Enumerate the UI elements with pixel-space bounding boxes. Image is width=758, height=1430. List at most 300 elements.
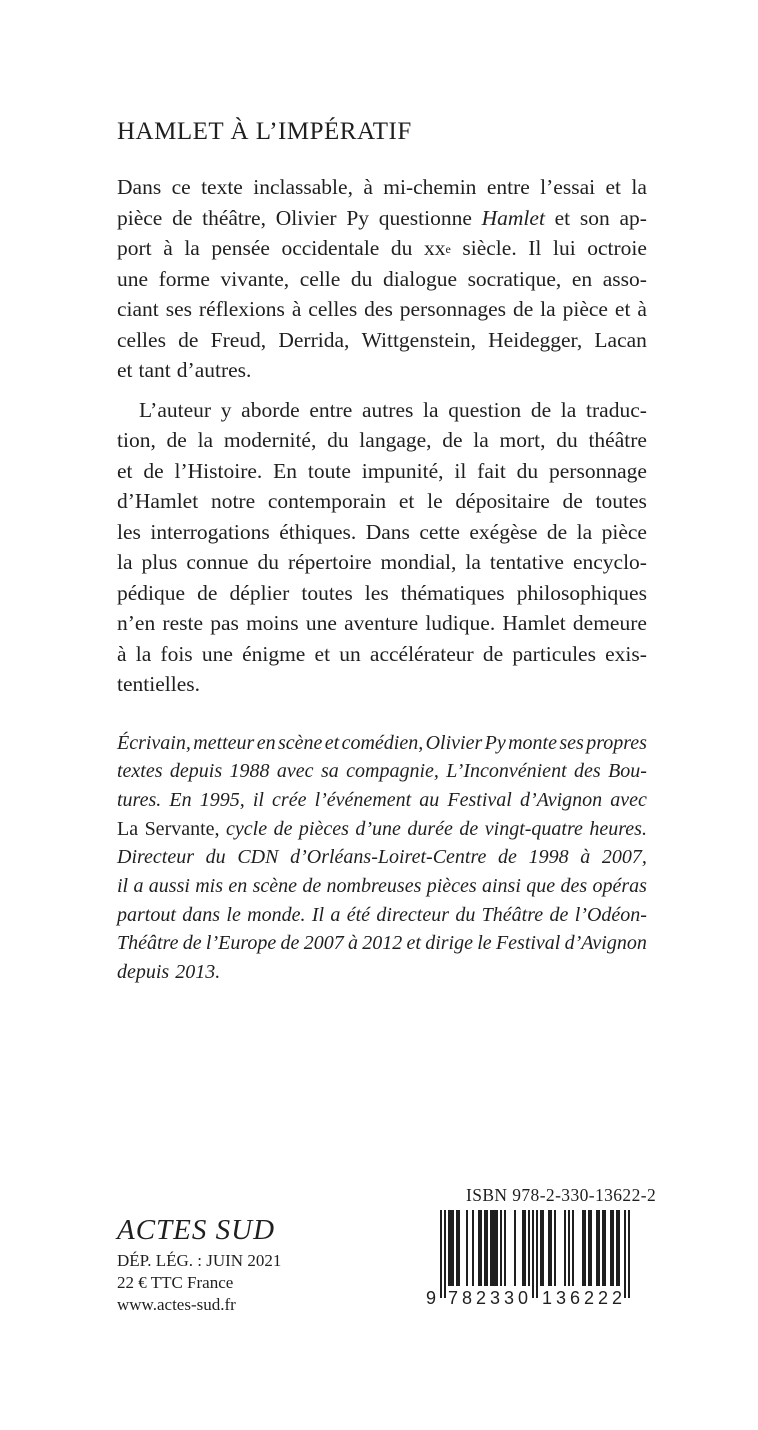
word: entre <box>486 175 530 199</box>
word: et <box>117 458 133 483</box>
word: compagnie, <box>346 760 439 783</box>
text-line <box>117 325 647 356</box>
word: de <box>482 641 504 666</box>
barcode-digit: 2 <box>583 1288 595 1306</box>
word: mis <box>195 874 224 897</box>
word: cette <box>419 519 460 544</box>
word: d’Avignon <box>564 932 647 955</box>
word: 2007, <box>601 846 647 869</box>
word: heures. <box>589 817 647 840</box>
isbn-label: ISBN 978-2-330-13622-2 <box>466 1185 657 1205</box>
word: personnage <box>549 458 647 483</box>
word: ap- <box>619 205 647 230</box>
word: interrogations <box>150 519 270 544</box>
word: y <box>220 397 232 422</box>
word: Py <box>346 205 370 230</box>
text-line <box>117 425 647 456</box>
word: du <box>350 266 373 291</box>
word: vingt-quatre <box>484 817 583 840</box>
word: de <box>442 428 463 452</box>
word: mort, <box>499 428 546 452</box>
word: lui <box>552 236 576 260</box>
word: particules <box>512 641 596 666</box>
word: il <box>117 874 129 897</box>
barcode-bar <box>532 1210 534 1298</box>
word: avec <box>610 788 647 811</box>
word: déplier <box>229 580 290 605</box>
word: du <box>257 550 279 574</box>
word: en <box>256 731 276 754</box>
word: son <box>579 205 610 230</box>
word: que <box>526 874 556 897</box>
word: toutes <box>595 489 647 513</box>
word: tentative <box>489 550 564 574</box>
word: ses <box>165 297 192 321</box>
barcode-digit: 2 <box>475 1288 487 1306</box>
word: une <box>305 611 337 635</box>
barcode-bar <box>548 1210 550 1286</box>
text-line <box>117 729 647 758</box>
barcode-digit: 6 <box>569 1288 581 1306</box>
word: en <box>228 874 248 897</box>
word: l’événement <box>314 788 412 811</box>
word: Freud, <box>210 327 267 352</box>
word: la <box>423 397 439 422</box>
word: Il <box>311 903 325 926</box>
word: et <box>398 489 415 513</box>
word: d’une <box>355 817 401 840</box>
word: monde. <box>247 903 306 926</box>
word: Lacan <box>594 327 647 352</box>
word: L’Inconvénient <box>446 760 567 783</box>
word: énigme <box>242 641 306 666</box>
barcode-digit: 0 <box>517 1288 529 1306</box>
word: ses <box>559 731 584 754</box>
word: répertoire <box>287 550 372 574</box>
barcode-bar <box>448 1210 450 1286</box>
word: d’Avignon <box>519 788 603 811</box>
barcode-bar <box>500 1210 502 1286</box>
word: crée <box>272 788 307 811</box>
barcode-bar <box>612 1210 614 1286</box>
word: la <box>473 428 489 452</box>
barcode-digit: 9 <box>425 1288 437 1306</box>
word: moins <box>246 611 299 635</box>
word: occidentale <box>281 236 380 260</box>
word: à <box>363 175 373 199</box>
word: depuis <box>169 760 223 783</box>
text-line <box>117 815 647 844</box>
word: thématiques <box>400 580 505 605</box>
word: demeure <box>572 611 647 635</box>
word: la <box>560 397 577 422</box>
website: www.actes-sud.fr <box>117 1295 236 1314</box>
word: toutes <box>301 580 353 605</box>
word: langage, <box>359 428 432 452</box>
superscript: e <box>445 242 451 256</box>
word: le <box>427 489 443 513</box>
word: monte <box>508 731 557 754</box>
word: Directeur <box>117 846 195 869</box>
word: partout <box>117 903 176 926</box>
word: ludique. <box>425 611 496 635</box>
word: de <box>182 932 202 955</box>
word: et <box>605 175 622 199</box>
word: inclassable, <box>253 175 353 199</box>
word: traduc- <box>586 397 647 422</box>
word: réflexions <box>198 297 285 321</box>
word: a <box>330 903 341 926</box>
barcode-digit: 1 <box>541 1288 553 1306</box>
barcode-bar <box>628 1210 630 1298</box>
barcode-bar <box>494 1210 496 1286</box>
text-line <box>117 294 647 325</box>
barcode-bar <box>478 1210 480 1286</box>
word: Heidegger, <box>488 327 583 352</box>
word: 2012 <box>362 932 403 955</box>
word: contemporain <box>267 489 387 513</box>
word: des <box>560 874 588 897</box>
word: pédique <box>117 580 186 605</box>
word: l’Histoire. <box>174 458 263 483</box>
publisher-logo: ACTES SUD <box>117 1214 276 1246</box>
word: tures. <box>117 788 162 811</box>
word: scène <box>277 731 323 754</box>
barcode-bar <box>582 1210 584 1286</box>
word: et <box>614 297 631 321</box>
word: reste <box>162 611 203 635</box>
barcode-bar <box>528 1210 530 1286</box>
word: à <box>637 297 647 321</box>
barcode-bar <box>536 1210 538 1298</box>
word: socratique, <box>467 266 562 291</box>
word: le <box>226 903 241 926</box>
word: fois <box>160 641 193 666</box>
word: dialogue <box>382 266 457 291</box>
word: $xx^e$ <box>423 236 451 260</box>
barcode-bar <box>452 1210 454 1286</box>
word: ainsi <box>482 874 521 897</box>
word: plus <box>141 550 178 574</box>
barcode-bar <box>616 1210 618 1286</box>
word: modernité, <box>223 428 317 452</box>
word: des <box>364 297 393 321</box>
word: de <box>166 428 187 452</box>
word: dépositaire <box>455 489 550 513</box>
word: CDN <box>237 846 279 869</box>
word: tant <box>138 358 171 382</box>
word: Olivier <box>425 731 483 754</box>
word: encyclo- <box>572 550 647 574</box>
word: depuis <box>117 961 170 983</box>
word: du <box>205 846 226 869</box>
word: du <box>455 903 476 926</box>
word: question <box>448 397 522 422</box>
barcode-digit: 3 <box>489 1288 501 1306</box>
barcode-digit: 8 <box>461 1288 473 1306</box>
barcode-bar <box>602 1210 604 1286</box>
word: forme <box>158 266 210 291</box>
word: la <box>117 550 133 574</box>
barcode-digit: 7 <box>447 1288 459 1306</box>
barcode <box>425 1210 647 1306</box>
barcode-bar <box>486 1210 488 1286</box>
barcode-bar <box>472 1210 474 1286</box>
word: à <box>347 932 358 955</box>
word: de <box>549 903 569 926</box>
word: Derrida, <box>278 327 350 352</box>
word: celle <box>299 266 341 291</box>
publisher-block <box>117 1210 281 1316</box>
word: et <box>314 641 331 666</box>
word: Hamlet <box>502 611 566 635</box>
word: aventure <box>344 611 419 635</box>
word: de <box>178 327 199 352</box>
word: 2013. <box>175 961 221 983</box>
word: Festival <box>447 788 512 811</box>
word: les <box>117 519 141 544</box>
word: l’Europe <box>205 932 277 955</box>
word: sa <box>320 760 339 783</box>
word: et <box>406 932 421 955</box>
word: d’autres. <box>176 358 252 382</box>
word: la <box>540 297 556 321</box>
barcode-bar <box>522 1210 524 1286</box>
word: fait <box>477 458 506 483</box>
barcode-bar <box>514 1210 516 1286</box>
word: une <box>201 641 233 666</box>
word: tentielles. <box>117 672 200 696</box>
word: de <box>280 932 300 955</box>
text-line <box>117 639 647 670</box>
word: du <box>327 428 349 452</box>
word: ciant <box>117 297 159 321</box>
barcode-bar <box>590 1210 592 1286</box>
text-line <box>117 929 647 958</box>
legal-deposit: DÉP. LÉG. : JUIN 2021 <box>117 1251 282 1270</box>
barcode-bar <box>504 1210 506 1286</box>
text-line <box>117 786 647 815</box>
word: Théâtre <box>117 932 179 955</box>
word: cycle <box>226 817 268 840</box>
price: 22 € TTC France <box>117 1273 234 1292</box>
barcode-bar <box>568 1210 570 1286</box>
barcode-bar <box>492 1210 494 1286</box>
word: l’essai <box>540 175 596 199</box>
text-line <box>117 757 647 786</box>
word: La <box>117 817 139 840</box>
barcode-bar <box>466 1210 468 1286</box>
word <box>482 203 545 234</box>
word: et <box>324 731 340 754</box>
word: pièce <box>117 205 163 230</box>
word: d’Orléans-Loiret-Centre <box>290 846 487 869</box>
word: avec <box>276 760 314 783</box>
text-line <box>117 355 647 386</box>
word: scène <box>252 874 297 897</box>
word: connue <box>186 550 249 574</box>
word: à <box>117 641 127 666</box>
word: durée <box>407 817 453 840</box>
word: dans <box>182 903 221 926</box>
text-line <box>117 608 647 639</box>
word: opéras <box>592 874 647 897</box>
word: en <box>571 266 593 291</box>
barcode-bar <box>540 1210 542 1286</box>
blurb <box>117 172 647 987</box>
word: la <box>576 519 593 544</box>
text-line <box>117 264 647 295</box>
text-line <box>117 578 647 609</box>
word: exis- <box>605 641 647 666</box>
word: Écrivain, <box>117 731 191 754</box>
word: aborde <box>241 397 300 422</box>
word: la <box>184 236 200 260</box>
word: l’Odéon- <box>574 903 647 926</box>
word: 1998 <box>528 846 569 869</box>
word: pas <box>210 611 239 635</box>
word: à <box>163 236 173 260</box>
word: siècle. <box>462 236 517 260</box>
word: de <box>546 519 568 544</box>
word: de <box>530 397 552 422</box>
barcode-bar <box>550 1210 552 1286</box>
word: directeur <box>376 903 449 926</box>
barcode-bar <box>490 1210 492 1286</box>
barcode-bar <box>564 1210 566 1286</box>
italic-word: Hamlet <box>481 205 545 230</box>
word: Py <box>484 731 506 754</box>
text-line <box>117 395 647 426</box>
word: dirige <box>425 932 473 955</box>
blurb-paragraph-2 <box>117 395 647 700</box>
word: octroie <box>587 236 647 260</box>
word: la <box>135 641 152 666</box>
word: Festival <box>495 932 561 955</box>
word: textes <box>117 760 163 783</box>
text-line <box>117 669 647 700</box>
word: 1995, <box>199 788 245 811</box>
blurb-paragraph-1 <box>117 172 647 386</box>
word: En <box>169 788 192 811</box>
barcode-bar <box>610 1210 612 1286</box>
word: une <box>117 266 149 291</box>
word: le <box>477 932 492 955</box>
word: toute <box>307 458 351 483</box>
barcode-bar <box>440 1210 442 1298</box>
word: de <box>512 297 534 321</box>
barcode-bar <box>484 1210 486 1286</box>
barcode-bar <box>596 1210 598 1286</box>
word: des <box>574 760 601 783</box>
word: mondial, <box>380 550 457 574</box>
text-line <box>117 517 647 548</box>
word: et <box>117 358 133 382</box>
word: pièces <box>298 817 349 840</box>
barcode-digit: 3 <box>503 1288 515 1306</box>
word: il <box>252 788 264 811</box>
word: et <box>554 205 571 230</box>
author-bio <box>117 729 647 987</box>
word: metteur <box>193 731 255 754</box>
word: d’Hamlet <box>117 489 199 513</box>
barcode-bar <box>584 1210 586 1286</box>
barcode-bar <box>598 1210 600 1286</box>
word: Bou- <box>608 760 647 783</box>
word: entre <box>309 397 353 422</box>
word: éthiques. <box>279 519 357 544</box>
word: du <box>390 236 413 260</box>
text-line <box>117 872 647 901</box>
barcode-bar <box>450 1210 452 1286</box>
word: accélérateur <box>369 641 474 666</box>
word: pièce <box>601 519 647 544</box>
barcode-bar <box>624 1210 626 1298</box>
text-line <box>117 456 647 487</box>
book-title: HAMLET À L’IMPÉRATIF <box>117 118 412 145</box>
barcode-bar <box>618 1210 620 1286</box>
word: de <box>562 489 583 513</box>
barcode-digit: 2 <box>597 1288 609 1306</box>
word: 2007 <box>303 932 344 955</box>
word: n’en <box>117 611 156 635</box>
word: Wittgenstein, <box>361 327 476 352</box>
word: de <box>197 580 218 605</box>
word: pièce <box>562 297 608 321</box>
word: de <box>498 846 517 869</box>
text-line <box>117 843 647 872</box>
word: du <box>556 428 578 452</box>
barcode-bar <box>604 1210 606 1286</box>
word: été <box>346 903 371 926</box>
word: exégèse <box>469 519 538 544</box>
word: propres <box>586 731 647 754</box>
word: la <box>631 175 647 199</box>
word: Dans <box>365 519 410 544</box>
barcode-bar <box>572 1210 574 1286</box>
word: port <box>117 236 152 260</box>
text-line <box>117 901 647 930</box>
barcode-bar <box>496 1210 498 1286</box>
word: de <box>273 817 293 840</box>
word: notre <box>210 489 256 513</box>
word: la <box>465 550 481 574</box>
word: théâtre, <box>202 205 266 230</box>
word: celles <box>117 327 166 352</box>
barcode-bar <box>588 1210 590 1286</box>
barcode-digit: 3 <box>555 1288 567 1306</box>
word: autres <box>362 397 414 422</box>
word: vivante, <box>220 266 290 291</box>
word: comédien, <box>341 731 424 754</box>
barcode-bar <box>458 1210 460 1286</box>
text-line <box>117 233 647 264</box>
barcode-bar <box>554 1210 556 1286</box>
word: mi-chemin <box>383 175 477 199</box>
word: aussi <box>148 874 190 897</box>
barcode-bar <box>480 1210 482 1286</box>
text-line <box>117 547 647 578</box>
word: théâtre <box>588 428 647 452</box>
word: à <box>291 297 302 321</box>
word: questionne <box>378 205 472 230</box>
barcode-bar <box>444 1210 446 1298</box>
word: du <box>516 458 539 483</box>
word: de <box>143 458 164 483</box>
word: Olivier <box>275 205 337 230</box>
word: de <box>459 817 479 840</box>
word: L’auteur <box>139 397 212 422</box>
